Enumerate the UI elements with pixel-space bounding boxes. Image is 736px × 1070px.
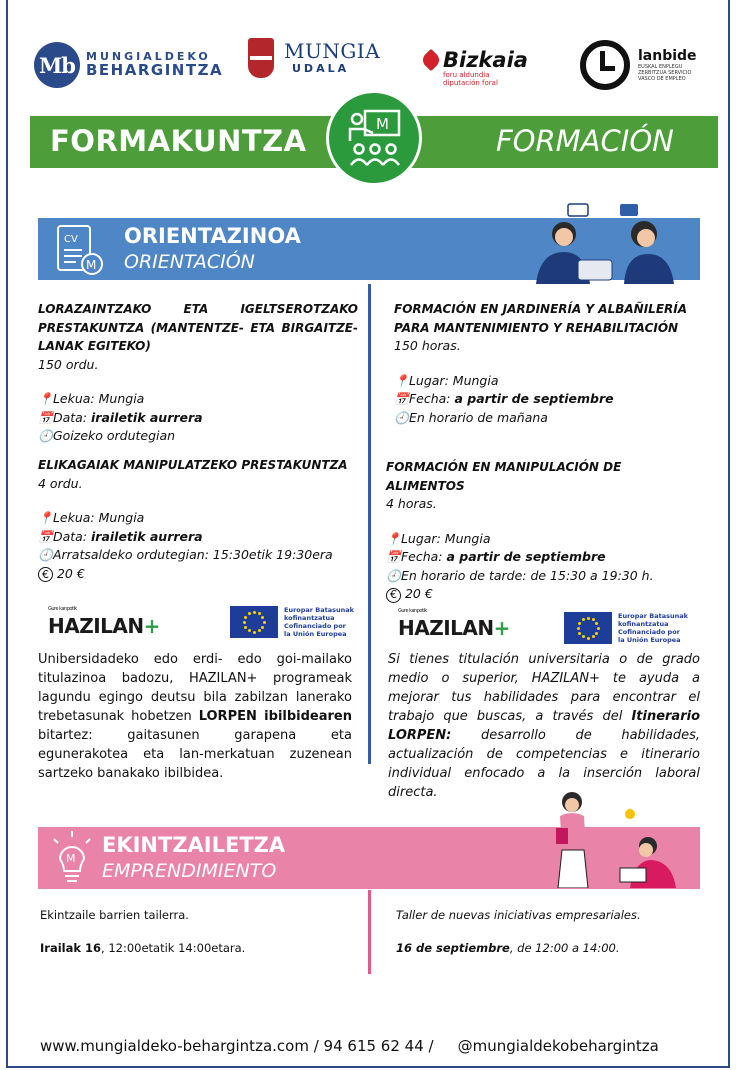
date-value: irailetik aurrera (91, 409, 203, 425)
eu-star-icon (587, 637, 590, 640)
hazilan-logo-left (48, 606, 160, 638)
logo-mungia-udala[interactable] (248, 38, 380, 78)
eu-star-icon (248, 612, 251, 615)
course-hours: 4 horas. (386, 496, 437, 511)
mb-line1: MUNGIALDEKO (86, 50, 211, 64)
location-pin-icon: 📍 (38, 392, 53, 406)
course-title: LORAZAINTZAKO ETA IGELTSEROTZAKO PRESTAKUNTZA (MANTENTZE- ETA BIRGAITZE-LANAK EGITEKO) (38, 302, 358, 353)
date-value: a partir de septiembre (446, 549, 606, 564)
website-link[interactable]: www.mungialdeko-behargintza.com (40, 1037, 309, 1055)
eu-star-icon (592, 635, 595, 638)
hazilan-text-bold: Itinerario LORPEN: (388, 709, 700, 743)
course-hours: 4 ordu. (38, 475, 83, 491)
classroom-icon (326, 90, 422, 186)
workshop-date-eu (40, 941, 245, 955)
eu-star-icon (244, 626, 247, 629)
svg-text:M: M (66, 852, 76, 865)
orientation-title: ORIENTAZINOA (124, 224, 301, 248)
logo-lanbide[interactable] (580, 40, 697, 90)
mb-monogram-icon: Mb (34, 42, 80, 88)
eu-line1: Europar Batasunak (618, 612, 688, 620)
course-food-es (386, 458, 702, 604)
people-talking-illustration (520, 200, 700, 284)
date-label: Fecha: (408, 391, 451, 406)
clock-icon: 🕘 (394, 410, 409, 425)
schedule: Goizeko ordutegian (52, 428, 176, 443)
workshop-time: , 12:00etatik 14:00etara. (101, 941, 246, 955)
calendar-icon: 📅 (386, 550, 401, 564)
footer-contact (40, 1037, 659, 1055)
place-value: Mungia (452, 372, 499, 388)
hazilan-text-part1: Unibersidadeko edo erdi- edo goi-mailako titulazinoa badozu, HAZILAN+ programeak lagundu egingo deutsu bila zabilzan lanerako trebetasunak hobetzen (38, 652, 352, 724)
place-value: Mungia (98, 391, 145, 406)
date-value: irailetik aurrera (91, 528, 203, 544)
hazilan-name: HAZILAN (398, 616, 494, 640)
svg-text:CV: CV (64, 234, 78, 245)
eu-star-icon (578, 622, 581, 625)
hazilan-text-part2: desarrollo de habilidades, actualización de competencias e itinerario individual enfocado a la inserción laboral directa. (388, 728, 700, 800)
hazilan-logo-right (398, 608, 510, 640)
eu-star-icon (253, 611, 256, 614)
eu-line1: Europar Batasunak (284, 606, 354, 614)
social-handle[interactable]: @mungialdekobehargintza (457, 1037, 659, 1055)
formakuntza-banner (30, 116, 718, 168)
calendar-icon: 📅 (38, 529, 53, 544)
hazilan-description-eu (38, 650, 352, 783)
date-value: a partir de septiembre (454, 391, 614, 406)
eu-star-icon (595, 622, 598, 625)
eu-star-icon (577, 627, 580, 630)
logo-bizkaia[interactable] (423, 48, 528, 87)
orientation-subtitle: ORIENTACIÓN (124, 251, 255, 273)
eu-star-icon (597, 627, 600, 630)
calendar-icon: 📅 (394, 392, 409, 406)
workshop-es: Taller de nuevas iniciativas empresariales. (396, 908, 641, 922)
eu-star-icon (263, 621, 266, 624)
clock-icon: 🕘 (38, 548, 53, 562)
euro-icon: € (38, 567, 53, 582)
eu-line4: la Unión Europea (284, 630, 347, 639)
footer-sep2: / (423, 1037, 434, 1055)
place-value: Mungia (98, 510, 145, 525)
date-label: Data: (52, 409, 88, 425)
eu-line2: kofinantzatua (618, 620, 669, 629)
schedule: En horario de mañana (408, 409, 548, 425)
schedule: Arratsaldeko ordutegian: 15:30etik 19:30era (52, 547, 333, 562)
clock-icon: 🕘 (38, 429, 53, 443)
footer-sep1: / (308, 1037, 324, 1055)
bizkaia-name: Bizkaia (443, 48, 528, 72)
lightbulb-icon (48, 829, 96, 887)
clock-icon: 🕘 (386, 568, 401, 583)
banner-title-es: FORMACIÓN (374, 116, 718, 168)
teacher-student-illustration (540, 788, 690, 888)
price: 20 € (56, 565, 85, 581)
calendar-icon: 📅 (38, 410, 53, 425)
eu-flag-icon (564, 612, 612, 644)
location-pin-icon: 📍 (386, 531, 401, 546)
eu-star-icon (243, 621, 246, 624)
workshop-time: , de 12:00 a 14:00. (509, 941, 620, 955)
course-gardening-eu (38, 300, 358, 446)
course-title: ELIKAGAIAK MANIPULATZEKO PRESTAKUNTZA (38, 458, 348, 472)
column-divider (368, 284, 371, 764)
svg-text:M: M (86, 258, 97, 272)
lanbide-sub: EUSKAL ENPLEGU ZERBITZUA SERVICIO VASCO DE EMPLEO (638, 64, 692, 82)
eu-line2: kofinantzatua (284, 614, 335, 623)
eu-star-icon (258, 629, 261, 632)
eu-star-icon (261, 616, 264, 619)
bizkaia-leaf-icon (420, 49, 443, 72)
logo-mungialdeko-behargintza[interactable] (34, 42, 223, 88)
hazilan-prefix: Gure kanpotik (398, 608, 427, 614)
location-pin-icon: 📍 (394, 373, 409, 388)
course-title: FORMACIÓN EN JARDINERÍA Y ALBAÑILERÍA PARA MANTENIMIENTO Y REHABILITACIÓN (394, 302, 688, 335)
eu-star-icon (582, 635, 585, 638)
course-hours: 150 horas. (394, 338, 461, 353)
entrepreneurship-subtitle: EMPRENDIMIENTO (102, 860, 277, 882)
place-label: Lekua: (52, 510, 95, 525)
eu-cofinanced-logo-right (564, 612, 688, 645)
mungia-line2: UDALA (292, 62, 350, 76)
hazilan-text-part2: bitartez: gaitasunen garapena eta egunerakotea eta lan-merkatuan zuzenean sartzeko banakako ibilbidea. (38, 728, 352, 781)
course-gardening-es (394, 300, 704, 427)
eu-line4: la Unión Europea (618, 636, 681, 645)
workshop-date-bold: Irailak 16 (40, 941, 102, 955)
entrepreneurship-title: EKINTZAILETZA (102, 833, 286, 857)
lanbide-name: lanbide (638, 48, 697, 64)
eu-star-icon (248, 629, 251, 632)
course-food-eu (38, 456, 358, 583)
eu-star-icon (253, 631, 256, 634)
eu-line3: Cofinanciado por (618, 628, 680, 637)
location-pin-icon: 📍 (38, 511, 53, 525)
place-label: Lugar: (408, 372, 449, 388)
eu-star-icon (244, 616, 247, 619)
eu-star-icon (582, 618, 585, 621)
eu-flag-icon (230, 606, 278, 638)
mungia-shield-icon (248, 38, 274, 78)
hazilan-text-part1: Si tienes titulación universitaria o de grado medio o superior, HAZILAN+ te ayuda a mejorar tus habilidades para encontrar el trabajo que buscas, a través del (388, 652, 700, 724)
banner-title-eu: FORMAKUNTZA (30, 116, 374, 168)
price: 20 € (404, 586, 433, 601)
workshop-date-bold: 16 de septiembre (396, 941, 510, 955)
place-label: Lekua: (52, 391, 95, 406)
cv-document-icon (52, 222, 108, 278)
hazilan-plus: + (143, 614, 160, 638)
date-label: Data: (52, 528, 88, 544)
hazilan-prefix: Gure kanpotik (48, 606, 77, 612)
mungia-line1: MUNGIA (284, 39, 381, 64)
hazilan-description-es (388, 650, 700, 802)
date-label: Fecha: (400, 549, 443, 564)
workshop-date-es (396, 941, 619, 955)
course-title: FORMACIÓN EN MANIPULACIÓN DE ALIMENTOS (386, 460, 622, 493)
eu-star-icon (587, 617, 590, 620)
schedule: En horario de tarde: de 15:30 a 19:30 h. (400, 567, 654, 583)
eu-cofinanced-logo-left (230, 606, 354, 639)
eu-star-icon (578, 632, 581, 635)
eu-line3: Cofinanciado por (284, 622, 346, 631)
eu-star-icon (592, 618, 595, 621)
bizkaia-sub2: diputación foral (443, 78, 498, 87)
eu-star-icon (258, 612, 261, 615)
phone-number[interactable]: 94 615 62 44 (323, 1037, 424, 1055)
bizkaia-sub1: foru aldundia (443, 71, 490, 79)
euro-icon: € (386, 588, 401, 603)
eu-star-icon (595, 632, 598, 635)
place-value: Mungia (444, 530, 491, 546)
hazilan-name: HAZILAN (48, 614, 144, 638)
mb-line2: BEHARGINTZA (86, 60, 224, 79)
workshop-eu: Ekintzaile barrien tailerra. (40, 908, 189, 922)
svg-text:M: M (376, 115, 389, 133)
place-label: Lugar: (400, 530, 441, 546)
hazilan-plus: + (493, 616, 510, 640)
course-hours: 150 ordu. (38, 356, 99, 372)
eu-star-icon (261, 626, 264, 629)
column-divider-pink (368, 890, 371, 974)
lanbide-clock-icon (580, 40, 630, 90)
hazilan-text-bold: LORPEN ibilbidearen (198, 709, 352, 724)
